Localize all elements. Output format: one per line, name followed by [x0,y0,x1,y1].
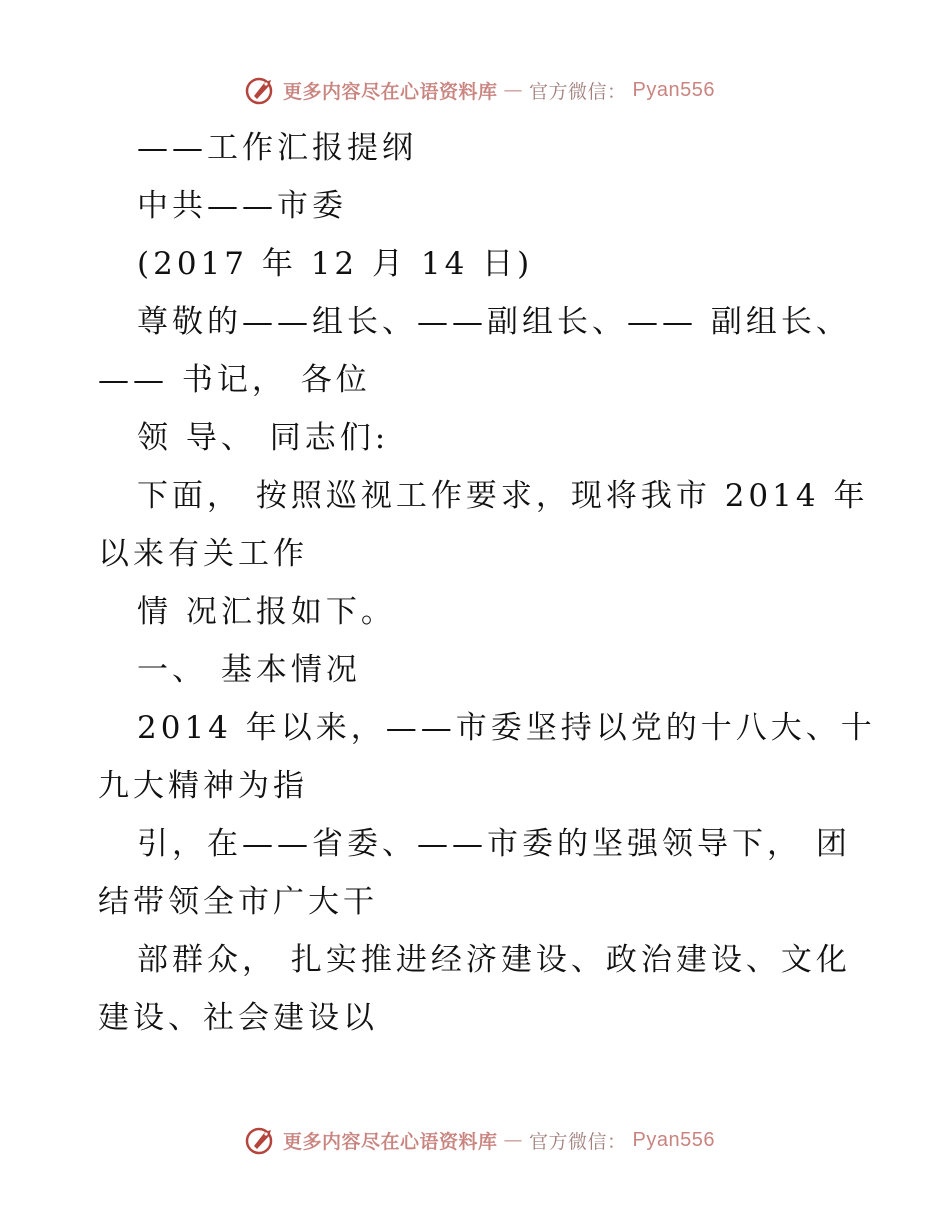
pen-nib-logo-icon [245,1124,277,1156]
report-subtitle: ——工作汇报提纲 [137,130,417,166]
paragraph-text: 以来有关工作 [98,536,308,572]
salutation-line-2: —— 书记， 各位 [98,362,371,398]
paragraph-text: 引，在——省委、——市委的坚强领导下， 团 [137,826,851,862]
paragraph-text: 部群众， 扎实推进经济建设、政治建设、文化 [137,942,851,978]
header-watermark [0,70,950,110]
watermark-group [245,1124,715,1156]
pen-nib-logo-icon [245,74,277,106]
paragraph-text: 下面， 按照巡视工作要求，现将我市 2014 年 [137,478,869,514]
salutation-line-1: 尊敬的——组长、——副组长、—— 副组长、 [137,304,851,340]
paragraph-text: 2014 年以来，——市委坚持以党的十八大、十 [137,710,876,746]
watermark-separator: — [503,79,524,101]
watermark-wechat-id: Pyan556 [632,1128,715,1151]
paragraph-text: 结带领全市广大干 [98,884,378,920]
salutation-line-3: 领 导、 同志们: [137,420,390,456]
paragraph-text: 建设、社会建设以 [98,1000,378,1036]
footer-watermark [0,1120,950,1160]
report-issuer: 中共——市委 [137,188,347,224]
watermark-main-text: 更多内容尽在心语资料库 [283,1130,498,1153]
report-date: (2017 年 12 月 14 日) [137,246,534,282]
watermark-wechat-label: 官方微信： [529,80,627,103]
section-heading: 一、 基本情况 [137,652,361,688]
watermark-wechat-label: 官方微信： [529,1130,627,1153]
watermark-separator: — [503,1129,524,1151]
watermark-main-text: 更多内容尽在心语资料库 [283,80,498,103]
paragraph-text: 九大精神为指 [98,768,308,804]
paragraph-text: 情 况汇报如下。 [137,594,396,630]
watermark-group [245,74,715,106]
watermark-wechat-id: Pyan556 [632,78,715,101]
